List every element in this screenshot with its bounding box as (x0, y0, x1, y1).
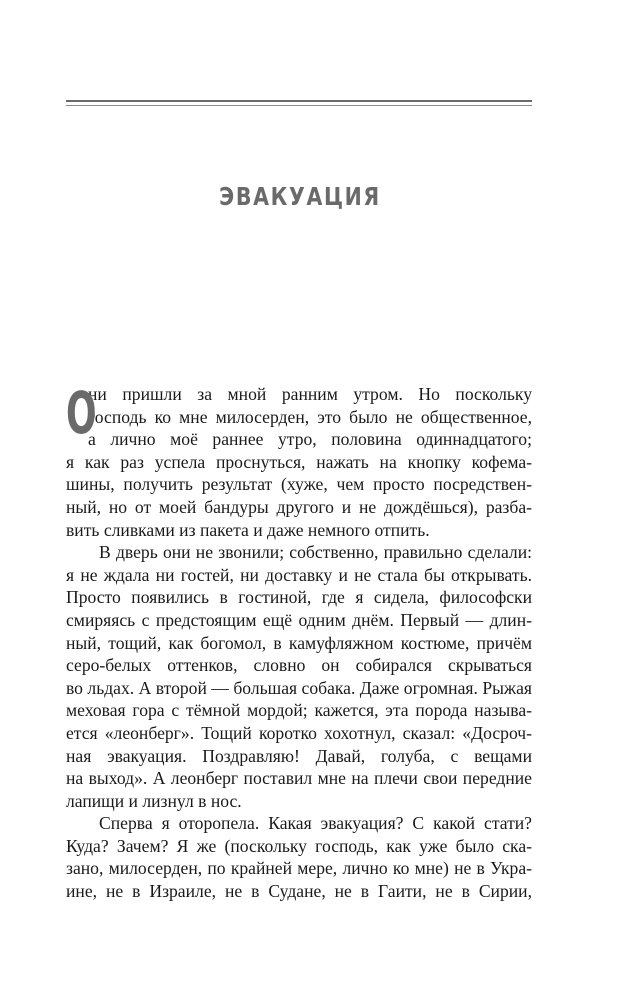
text-line: ная эвакуация. Поздравляю! Давай, голуба, с вещами (66, 745, 532, 766)
text-line: ине, не в Израиле, не в Судане, не в Гаити, не в Сирии, (66, 881, 532, 902)
text-line: ный, тощий, как богомол, в камуфляжном костюме, причём (66, 632, 532, 653)
text-line: Сперва я оторопела. Какая эвакуация? С какой стати? (99, 813, 532, 834)
text-line: ный, но от моей бандуры другого и не дождёшься), разба- (66, 496, 532, 517)
text-line: лапищи и лизнул в нос. (66, 790, 242, 811)
text-line: ется «леонберг». Тощий коротко хохотнул, сказал: «Досроч- (66, 722, 532, 743)
text-line: вить сливками из пакета и даже немного отпить. (66, 519, 430, 540)
text-line: В дверь они не звонили; собственно, правильно сделали: (99, 542, 532, 563)
text-line: зано, милосерден, по крайней мере, лично ко мне) не в Укра- (66, 858, 532, 879)
text-line: а лично моё раннее утро, половина одиннадцатого; (88, 429, 532, 450)
chapter-title: ЭВАКУАЦИЯ (219, 182, 381, 211)
text-line: смиряясь с предстоящим ещё одним днём. Первый — длин- (66, 609, 532, 630)
drop-cap: О (66, 379, 97, 447)
text-line: Куда? Зачем? Я же (поскольку господь, как уже было ска- (66, 835, 532, 856)
header-rule-thin (66, 105, 532, 106)
text-line: серо-белых оттенков, словно он собирался скрываться (66, 655, 532, 676)
text-line: я не ждала ни гостей, ни доставку и не стала бы открывать. (66, 564, 532, 585)
text-line: Просто появились в гостиной, где я сидела, философски (66, 587, 532, 608)
body-text (66, 379, 532, 903)
text-line: ни пришли за мной ранним утром. Но поскольку (88, 384, 532, 404)
text-line: шины, получить результат (хуже, чем просто посредствен- (66, 474, 532, 495)
text-line: господь ко мне милосерден, это было не общественное, (88, 406, 532, 427)
text-line: на выход». А леонберг поставил мне на плечи свои передние (66, 768, 532, 789)
text-line: я как раз успела проснуться, нажать на кнопку кофема- (66, 451, 532, 472)
header-rule-thick (66, 100, 532, 102)
text-line: во льдах. А второй — большая собака. Даже огромная. Рыжая (66, 677, 532, 698)
text-line: меховая гора с тёмной мордой; кажется, эта порода называ- (66, 700, 532, 721)
